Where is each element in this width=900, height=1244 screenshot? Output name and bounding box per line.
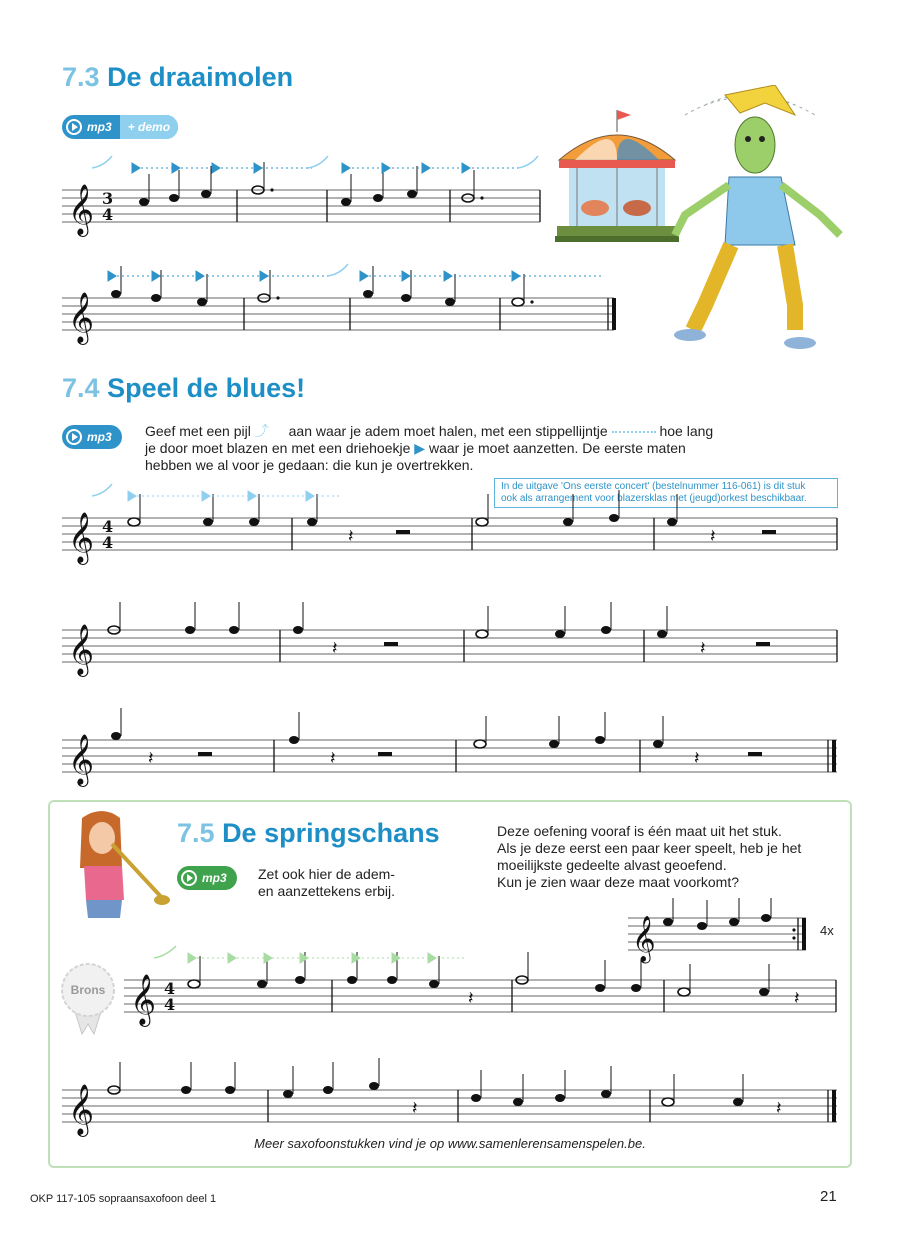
- explanation-line: Kun je zien waar deze maat voorkomt?: [497, 874, 740, 890]
- breath-arrow-icon: ⤴: [254, 423, 269, 439]
- section-75-heading: [177, 818, 440, 849]
- footer-catalog-number: OKP 117-105 sopraansaxofoon deel 1: [30, 1193, 217, 1205]
- staff-74-line-1: [62, 478, 842, 568]
- section-75-explanation: [497, 823, 847, 891]
- treble-clef-icon: 𝄞: [68, 624, 95, 675]
- staff-73-line-1: [62, 150, 552, 240]
- section-75-title: De springschans: [222, 818, 440, 848]
- treble-clef-icon: 𝄞: [68, 292, 95, 343]
- svg-text:𝄽: 𝄽: [468, 988, 474, 1009]
- instruction-text: hebben we al voor je gedaan: die kun je overtrekken.: [145, 457, 474, 473]
- girl-saxophone-illustration: [72, 808, 172, 920]
- staff-75-line-2: [62, 1050, 842, 1140]
- explanation-line: moeilijkste gedeelte alvast geoefend.: [497, 857, 727, 873]
- svg-text:𝄽: 𝄽: [794, 988, 800, 1009]
- instruction-text: Geef met een pijl: [145, 423, 251, 439]
- section-74-title: Speel de blues!: [107, 373, 306, 403]
- notes-group: [139, 162, 484, 206]
- section-73-title: De draaimolen: [107, 62, 294, 92]
- treble-clef-icon: 𝄞: [68, 184, 95, 235]
- svg-text:𝄽: 𝄽: [694, 748, 700, 769]
- time-sig-bottom: 4: [164, 995, 176, 1014]
- mp3-label: mp3: [202, 871, 227, 885]
- treble-clef-icon: 𝄞: [68, 1084, 95, 1135]
- svg-text:𝄽: 𝄽: [710, 526, 716, 547]
- mp3-button-75[interactable]: [177, 866, 237, 890]
- instruction-text: je door moet blazen en met een driehoekje: [145, 440, 411, 456]
- time-sig-bottom: 4: [102, 533, 114, 552]
- treble-clef-icon: 𝄞: [632, 916, 656, 962]
- section-74-heading: [62, 373, 305, 404]
- time-sig-bottom: 4: [102, 205, 114, 224]
- treble-clef-icon: 𝄞: [130, 974, 157, 1025]
- svg-text:𝄽: 𝄽: [330, 748, 336, 769]
- svg-text:𝄽: 𝄽: [148, 748, 154, 769]
- staff-73-line-2: [62, 258, 622, 348]
- instruction-text: waar je moet aanzetten. De eerste maten: [428, 440, 686, 456]
- staff-75-line-1: [124, 940, 844, 1030]
- time-sig-top: 4: [164, 979, 176, 998]
- note-line: In de uitgave 'Ons eerste concert' (bestelnummer 116-061) is dit stuk: [501, 481, 806, 492]
- play-icon: [66, 429, 82, 445]
- note-line: ook als arrangement voor blazersklas met (jeugd)orkest beschikbaar.: [501, 493, 807, 504]
- dizzy-boy-illustration: [645, 85, 860, 360]
- mp3-label: mp3: [87, 120, 112, 134]
- repeat-count: 4x: [820, 923, 834, 938]
- triangle-icon: ▶: [414, 440, 426, 456]
- mp3-label: mp3: [87, 430, 112, 444]
- time-sig-top: 3: [102, 189, 114, 208]
- staff-74-line-2: [62, 590, 842, 680]
- time-sig-top: 4: [102, 517, 114, 536]
- explanation-line: Als je deze eerst een paar keer speelt, heb je het: [497, 840, 802, 856]
- explanation-line: Deze oefening vooraf is één maat uit het stuk.: [497, 823, 782, 839]
- svg-text:𝄽: 𝄽: [700, 638, 706, 659]
- mp3-demo-button[interactable]: [62, 115, 178, 139]
- footer-website-note: Meer saxofoonstukken vind je op www.samenlerensamenspelen.be.: [254, 1136, 646, 1151]
- breath-marks: [92, 156, 538, 173]
- section-73-heading: [62, 62, 293, 93]
- section-74-number: 7.4: [62, 373, 100, 403]
- section-75-instructions: [258, 866, 468, 900]
- instruction-text: hoe lang: [659, 423, 714, 439]
- section-75-number: 7.5: [177, 818, 215, 848]
- svg-text:𝄽: 𝄽: [348, 526, 354, 547]
- section-73-number: 7.3: [62, 62, 100, 92]
- mp3-button-74[interactable]: [62, 425, 122, 449]
- instruction-text: Zet ook hier de adem-: [258, 866, 395, 882]
- svg-text:𝄽: 𝄽: [332, 638, 338, 659]
- play-icon: [66, 119, 82, 135]
- svg-text:𝄽: 𝄽: [412, 1098, 418, 1119]
- staff-74-line-3: [62, 700, 842, 790]
- section-74-instructions: [145, 423, 785, 474]
- page-number: 21: [820, 1188, 837, 1205]
- treble-clef-icon: 𝄞: [68, 512, 95, 563]
- instruction-text: en aanzettekens erbij.: [258, 883, 395, 899]
- brons-badge-label: Brons: [70, 983, 106, 997]
- instruction-text: aan waar je adem moet halen, met een stippellijntje: [288, 423, 608, 439]
- play-icon: [181, 870, 197, 886]
- treble-clef-icon: 𝄞: [68, 734, 95, 785]
- dotted-line-icon: [612, 431, 656, 433]
- mp3-demo-label: + demo: [120, 115, 178, 139]
- brons-badge-icon: [58, 962, 118, 1042]
- svg-text:𝄽: 𝄽: [776, 1098, 782, 1119]
